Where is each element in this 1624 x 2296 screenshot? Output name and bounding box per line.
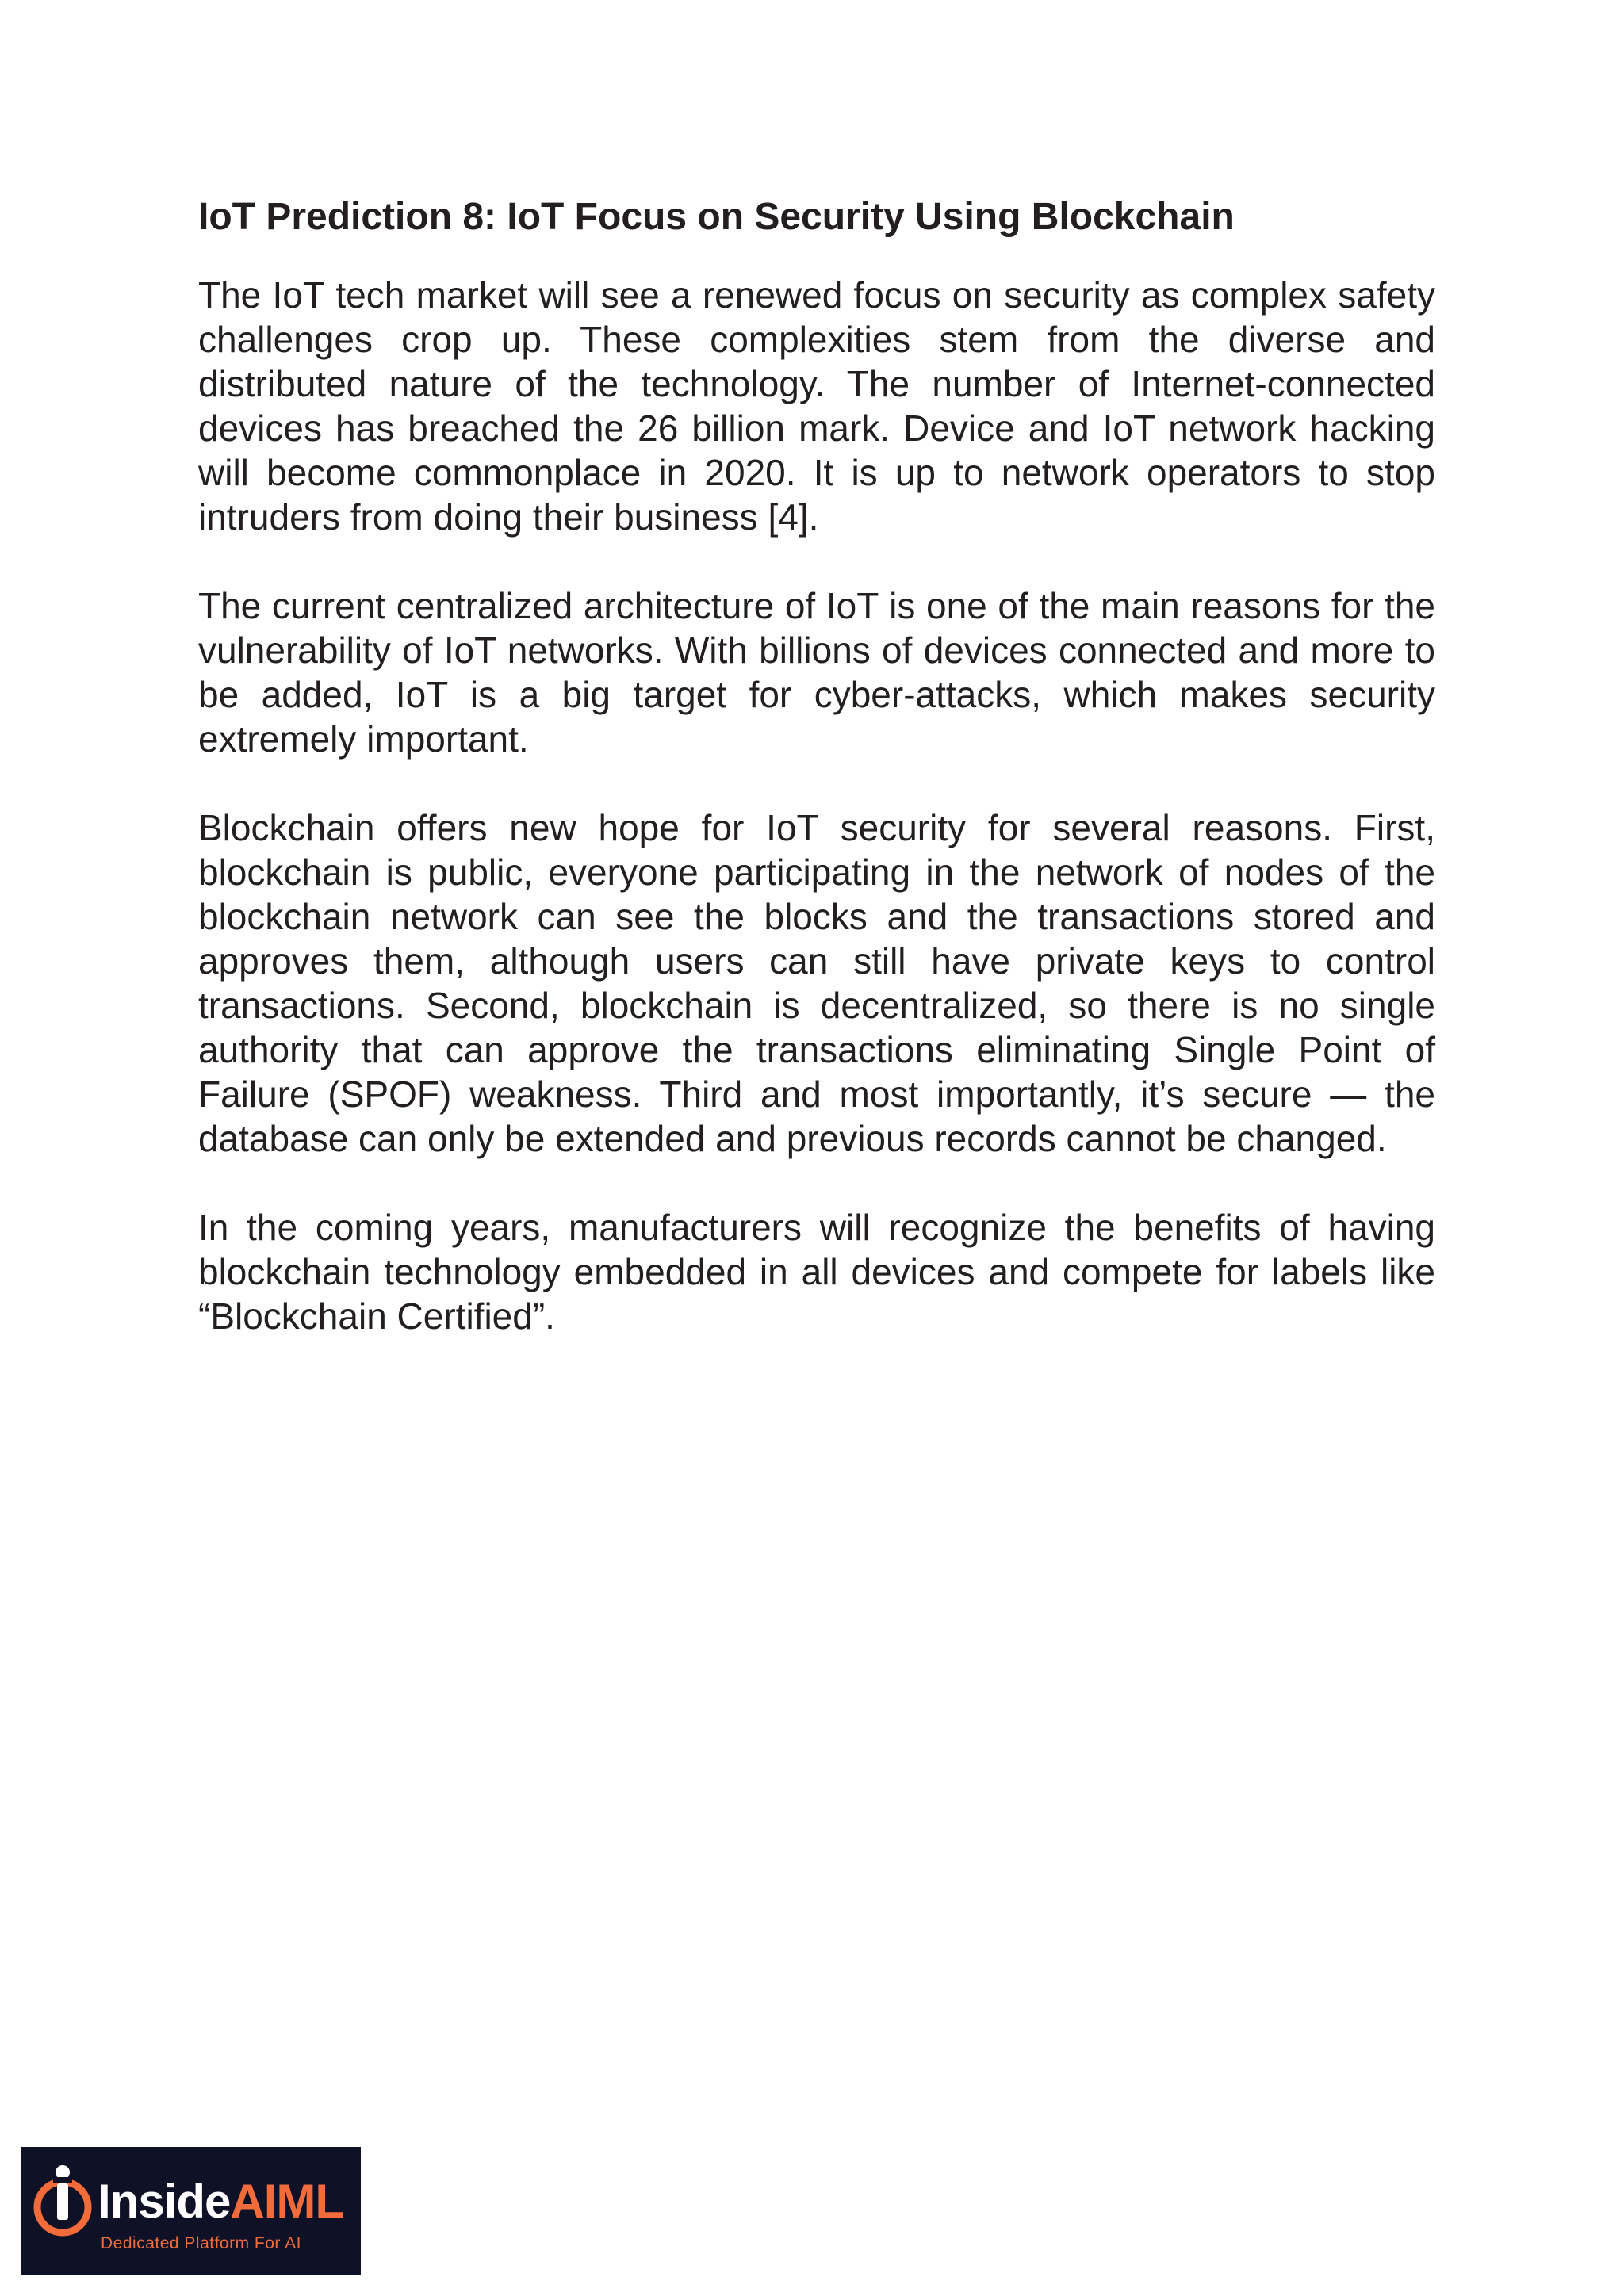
paragraph-centralized-architecture: The current centralized architecture of IoT is one of the main reasons for the vulnerability of IoT networks. With billions of devices connected and more to be added, IoT is a big target for cyber-attacks, which makes security extremely important. <box>198 585 1435 760</box>
paragraph-blockchain-hope: Blockchain offers new hope for IoT security for several reasons. First, blockchain is public, everyone participating in the network of nodes of the blockchain network can see the blocks and the transactions stored and approves them, although users can still have private keys to control transactions. Second, blockchain is decentralized, so there is no single authority that can approve the transactions eliminating Single Point of Failure (SPOF) weakness. Third and most importantly, it’s secure — the database can only be extended and previous records cannot be changed. <box>198 807 1435 1159</box>
page-content <box>198 193 1435 1383</box>
section-heading: IoT Prediction 8: IoT Focus on Security Using Blockchain <box>198 196 1235 238</box>
logo-word-inside: Inside <box>98 2175 231 2228</box>
logo-tagline: Dedicated Platform For AI <box>101 2234 301 2252</box>
logo-word-aiml: AIML <box>230 2175 344 2228</box>
paragraph-security-focus: The IoT tech market will see a renewed focus on security as complex safety challenges crop up. These complexities stem from the diverse and distributed nature of the technology. The number of Internet-connected devices has breached the 26 billion mark. Device and IoT network hacking will become commonplace in 2020. It is up to network operators to stop intruders from doing their business [4]. <box>198 274 1435 538</box>
logo-wordmark <box>98 2175 343 2228</box>
insideaiml-logo <box>21 2147 361 2275</box>
paragraph-coming-years: In the coming years, manufacturers will recognize the benefits of having blockchain technology embedded in all devices and compete for labels like “Blockchain Certified”. <box>198 1207 1435 1337</box>
